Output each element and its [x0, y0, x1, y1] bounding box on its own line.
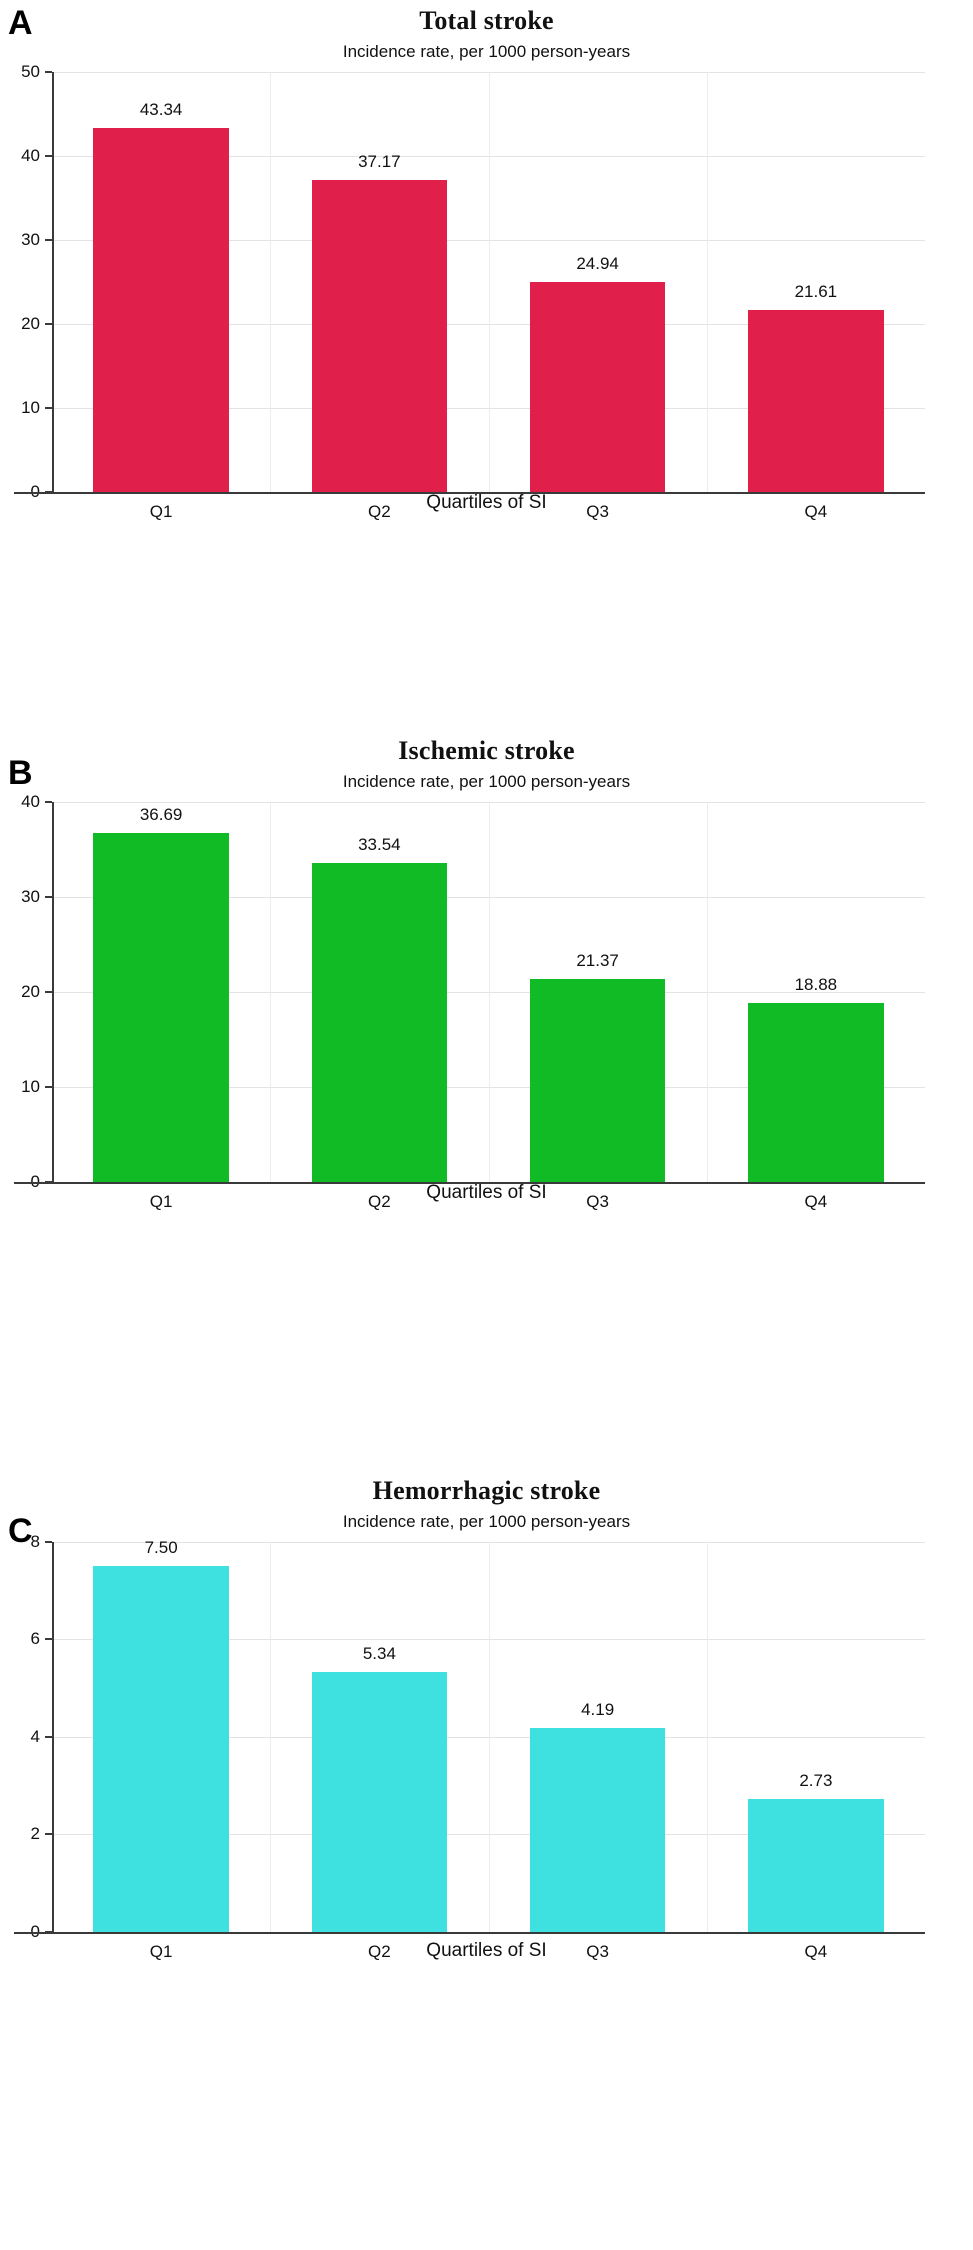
- panel-a-letter: A: [8, 4, 33, 42]
- bar-q3: [530, 1728, 665, 1932]
- y-tick-label: 30: [21, 886, 40, 906]
- y-tick-label: 20: [21, 313, 40, 333]
- y-tick-mark: [45, 1736, 52, 1738]
- y-tick-mark: [45, 991, 52, 993]
- x-tick-label: Q2: [368, 1941, 391, 1961]
- y-tick-label: 40: [21, 145, 40, 165]
- panel-a-titles: [0, 0, 973, 62]
- bar-q2: [312, 863, 447, 1182]
- bar-value-label: 33.54: [358, 835, 401, 855]
- bar-q4: [748, 1799, 883, 1932]
- bar-value-label: 36.69: [139, 805, 183, 825]
- bar-q2: [312, 1672, 447, 1932]
- x-tick-label: Q2: [368, 501, 391, 521]
- bar-q1: [93, 833, 228, 1182]
- vertical-gridline: [707, 1542, 708, 1932]
- vertical-gridline: [270, 1542, 271, 1932]
- panel-b-letter: B: [8, 754, 33, 792]
- x-tick-label: Q4: [804, 501, 828, 521]
- x-tick-label: Q4: [804, 1191, 828, 1211]
- y-tick-label: 20: [21, 981, 40, 1001]
- bar-q3: [530, 282, 665, 491]
- y-tick-mark: [45, 407, 52, 409]
- panel-a-subtitle: Incidence rate, per 1000 person-years: [342, 41, 631, 61]
- bar-value-label: 21.61: [794, 282, 838, 302]
- panel-a: [0, 0, 973, 730]
- bar-value-label: 5.34: [362, 1643, 396, 1663]
- y-axis-line: [52, 1542, 54, 1932]
- panel-b-xlabel: Quartiles of SI: [426, 1182, 547, 1203]
- x-tick-label: Q1: [149, 1941, 173, 1961]
- panel-c: [0, 1470, 973, 2250]
- y-tick-label: 50: [21, 61, 40, 81]
- y-tick-mark: [45, 896, 52, 898]
- y-tick-mark: [45, 1833, 52, 1835]
- bar-q1: [93, 128, 228, 492]
- bar-value-label: 4.19: [581, 1699, 615, 1719]
- panel-a-xlabel: Quartiles of SI: [426, 492, 547, 513]
- panel-a-title: Total stroke: [419, 6, 554, 35]
- vertical-gridline: [707, 802, 708, 1182]
- bar-value-label: 7.50: [144, 1538, 178, 1558]
- x-tick-label: Q1: [149, 501, 173, 521]
- bar-value-label: 21.37: [576, 950, 619, 970]
- y-tick-mark: [45, 323, 52, 325]
- y-tick-mark: [45, 71, 52, 73]
- vertical-gridline: [270, 802, 271, 1182]
- bar-value-label: 2.73: [799, 1770, 833, 1790]
- y-tick-label: 10: [21, 1076, 40, 1096]
- bar-q3: [530, 979, 665, 1182]
- y-tick-label: 40: [21, 791, 40, 811]
- x-tick-label: Q3: [586, 501, 609, 521]
- plot-area: [52, 1542, 925, 1932]
- panel-c-xlabel: Quartiles of SI: [426, 1940, 547, 1961]
- x-tick-label: Q1: [149, 1191, 173, 1211]
- panel-c-titles: [0, 1470, 973, 1532]
- panel-b-titles: [0, 730, 973, 792]
- x-axis-line: [14, 1932, 925, 1934]
- x-tick-label: Q3: [586, 1941, 609, 1961]
- bar-value-label: 37.17: [358, 151, 401, 171]
- y-tick-label: 10: [21, 397, 40, 417]
- bar-q4: [748, 1003, 883, 1182]
- y-tick-mark: [45, 801, 52, 803]
- x-tick-label: Q2: [368, 1191, 391, 1211]
- y-tick-label: 2: [30, 1824, 40, 1844]
- x-tick-label: Q4: [804, 1941, 828, 1961]
- vertical-gridline: [489, 1542, 490, 1932]
- y-tick-label: 8: [30, 1531, 40, 1551]
- y-tick-mark: [45, 1086, 52, 1088]
- panel-b: [0, 730, 973, 1470]
- y-tick-mark: [45, 155, 52, 157]
- panel-c-title: Hemorrhagic stroke: [372, 1476, 601, 1505]
- panel-b-title: Ischemic stroke: [398, 736, 575, 765]
- vertical-gridline: [707, 72, 708, 492]
- y-tick-label: 4: [30, 1726, 40, 1746]
- bar-q1: [93, 1566, 228, 1932]
- panel-c-subtitle: Incidence rate, per 1000 person-years: [342, 1511, 631, 1531]
- bar-value-label: 43.34: [139, 99, 183, 119]
- vertical-gridline: [489, 72, 490, 492]
- y-tick-mark: [45, 1541, 52, 1543]
- vertical-gridline: [270, 72, 271, 492]
- bar-q2: [312, 180, 447, 492]
- y-tick-mark: [45, 239, 52, 241]
- bar-value-label: 24.94: [576, 254, 619, 274]
- y-axis-line: [52, 802, 54, 1182]
- x-tick-label: Q3: [586, 1191, 609, 1211]
- y-tick-label: 6: [30, 1629, 40, 1649]
- y-tick-label: 30: [21, 229, 40, 249]
- y-tick-mark: [45, 1638, 52, 1640]
- panel-c-letter: C: [8, 1512, 33, 1550]
- y-axis-line: [52, 72, 54, 492]
- bar-q4: [748, 310, 883, 492]
- panel-b-subtitle: Incidence rate, per 1000 person-years: [342, 771, 631, 791]
- vertical-gridline: [489, 802, 490, 1182]
- bar-value-label: 18.88: [794, 974, 838, 994]
